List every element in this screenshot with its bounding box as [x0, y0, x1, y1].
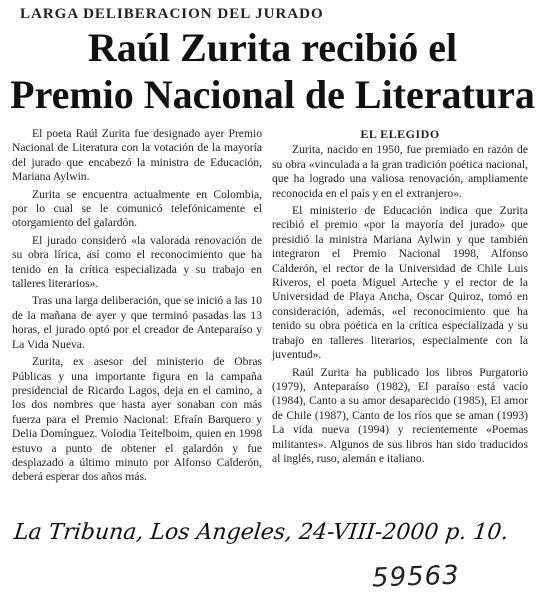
article-headline — [10, 24, 535, 118]
paragraph: El poeta Raúl Zurita fue designado ayer Premio Nacional de Literatura con la votación de la mayoría del jurado que encabezó la ministra de Educación, Mariana Aylwin. — [12, 127, 262, 184]
paragraph: Zurita, nacido en 1950, fue premiado en razón de su obra «vinculada a la gran tradición poética nacional, que ha logrado una valiosa renovación, ampliamente reconocida en el país y en el extranjero». — [272, 143, 528, 200]
handwritten-source-note: La Tribuna, Los Angeles, 24-VIII-2000 p. 10. — [12, 520, 510, 545]
left-column — [12, 127, 262, 488]
paragraph: Zurita, ex asesor del ministerio de Obras Públicas y una importante figura en la campaña presidencial de Ricardo Lagos, deja en el camino, a los dos nombres que hasta ayer sonaban con más fuerza para el Premio Nacional: Efraín Barquero y Delia Domínguez. Volodia Teitelboim, quien en 1998 estuvo a punto de obtener el galardón y fue desplazado a último minuto por Alfonso Calderón, deberá esperar dos años más. — [12, 355, 262, 484]
article-kicker: LARGA DELIBERACION DEL JURADO — [20, 6, 324, 22]
paragraph: Raúl Zurita ha publicado los libros Purgatorio (1979), Anteparaíso (1982), El paraíso está vacío (1984), Canto a su amor desaparecido (1985), El amor de Chile (1987), Canto de los ríos que se aman (1993) La vida nueva (1994) y recientemente «Poemas militantes». Algunos de sus libros han sido traducidos al inglés, ruso, alemán e italiano. — [272, 365, 528, 465]
headline-line-2: Premio Nacional de Literatura — [10, 72, 535, 117]
handwritten-catalog-number: 59563 — [371, 560, 461, 594]
section-subhead: EL ELEGIDO — [360, 127, 440, 141]
paragraph: Zurita se encuentra actualmente en Colombia, por lo cual se le comunicó telefónicamente el otorgamiento del galardón. — [12, 187, 262, 230]
paragraph: El jurado consideró «la valorada renovación de su obra lírica, así como el reconocimiento que ha tenido en la crítica especializada y su trabajo en talleres literarios». — [12, 233, 262, 291]
right-column — [272, 127, 528, 469]
paragraph: Tras una larga deliberación, que se inició a las 10 de la mañana de ayer y que terminó pasadas las 13 horas, el jurado optó por el creador de Anteparaíso y La Vida Nueva. — [12, 294, 262, 351]
headline-line-1: Raúl Zurita recibió el — [87, 25, 458, 70]
paragraph: El ministerio de Educación indica que Zurita recibió el premio «por la mayoría del jurado» que presidió la ministra Mariana Aylwin y que también integraron el Premio Nacional 1998, Alfonso Calderón, el rector de la Universidad de Chile Luis Riveros, el poeta Miguel Arteche y el rector de la Universidad de Playa Ancha, Oscar Quiroz, tomó en consideración, además, «el reconocimiento que ha tenido su obra poética en la crítica especializada y su trabajo en talleres literarios, especialmente con la juventud». — [272, 204, 528, 362]
